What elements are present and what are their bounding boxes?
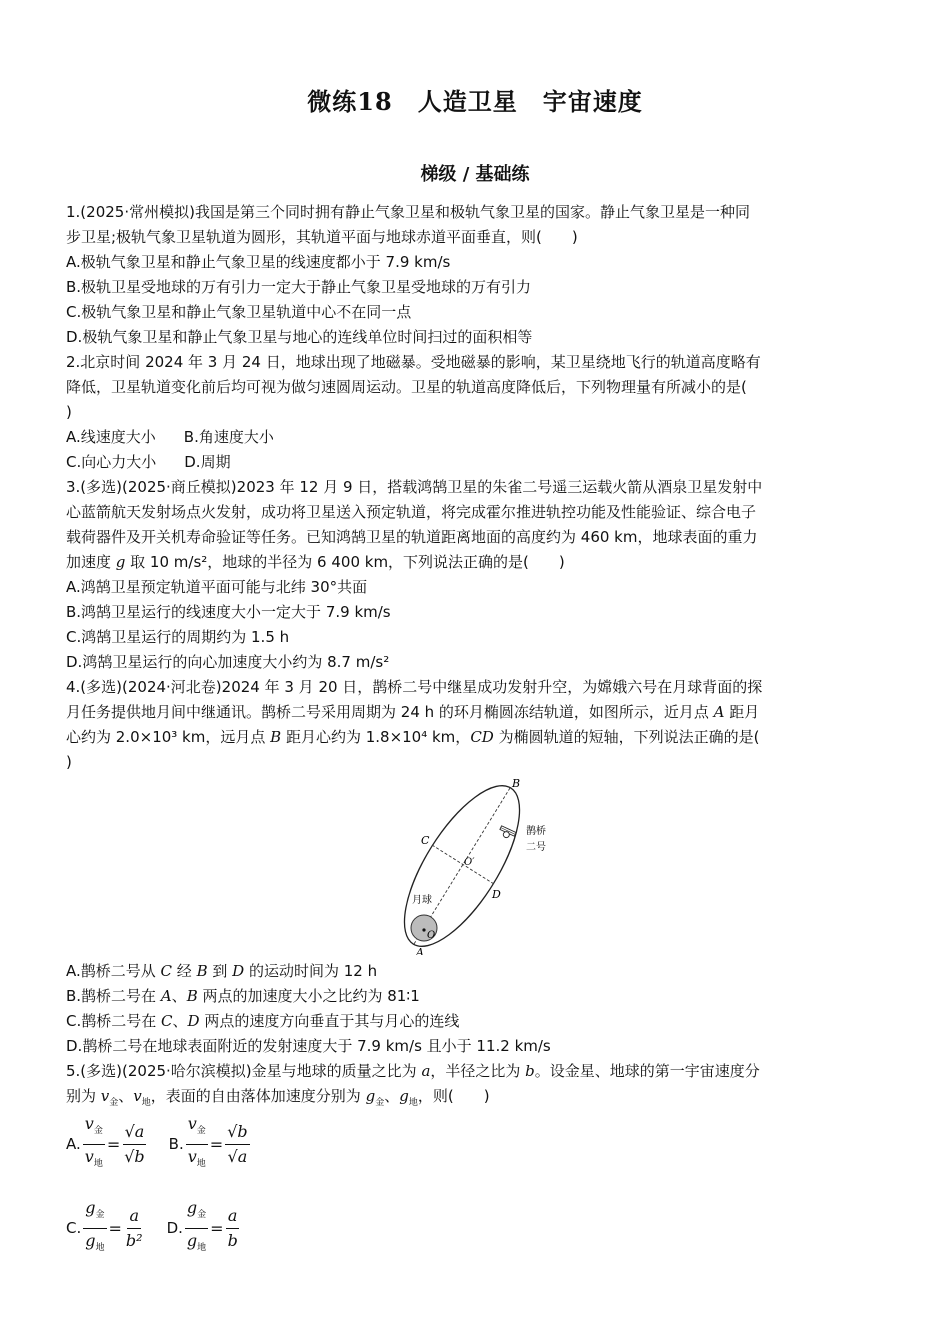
fraction: $\frac{g_金}{g_地}$ <box>85 1198 105 1253</box>
satellite-icon <box>498 826 516 841</box>
option-label: B. <box>168 1135 184 1153</box>
option-text: 、 <box>172 1012 188 1030</box>
stem-text: 取 10 m/s²，地球的半径为 6 400 km，下列说法正确的是( ) <box>125 553 565 571</box>
equals-sign: = <box>108 1218 122 1238</box>
var: A <box>160 987 172 1005</box>
question-stem: 心蓝箭航天发射场点火发射，成功将卫星送入预定轨道，将完成霍尔推进轨控功能及性能验证、综合电子 <box>66 503 757 521</box>
subscript: 金 <box>375 1098 385 1108</box>
stem-text: 月任务提供地月间中继通讯。鹊桥二号采用周期为 24 h 的环月椭圆冻结轨道，如图所示，近月点 <box>66 703 714 721</box>
label-b: B <box>512 777 521 790</box>
stem-text: 5.(多选)(2025·哈尔滨模拟)金星与地球的质量之比为 <box>66 1062 422 1080</box>
question-4 <box>66 675 878 1059</box>
question-list <box>66 200 878 1259</box>
question-stem <box>66 725 878 750</box>
section-heading: 梯级 / 基础练 <box>420 164 530 185</box>
label-o-prime: O′ <box>464 857 475 868</box>
option-b[interactable] <box>66 984 878 1009</box>
stem-text: 距月心约为 1.8×10⁴ km， <box>281 728 471 746</box>
stem-text: 、 <box>384 1087 400 1105</box>
question-stem: ) <box>66 753 72 771</box>
label-moon: 月球 <box>412 895 432 906</box>
option-d[interactable]: D.鸿鹄卫星运行的向心加速度大小约为 8.7 m/s² <box>66 653 390 671</box>
minor-axis <box>432 845 494 884</box>
option-text: 两点的速度方向垂直于其与月心的连线 <box>199 1012 460 1030</box>
option-text: 的运动时间为 12 h <box>244 962 378 980</box>
question-stem <box>66 1059 878 1084</box>
stem-text: ，表面的自由落体加速度分别为 <box>150 1087 366 1105</box>
option-d[interactable]: D.周期 <box>184 453 231 471</box>
orbit-diagram <box>402 775 562 955</box>
option-b[interactable]: B.极轨卫星受地球的万有引力一定大于静止气象卫星受地球的万有引力 <box>66 278 532 296</box>
orbit-figure <box>66 775 878 959</box>
option-text: B.鹊桥二号在 <box>66 987 161 1005</box>
option-a[interactable] <box>66 959 878 984</box>
question-stem <box>66 1084 878 1109</box>
question-stem: 载荷器件及开关机寿命验证等任务。已知鸿鹄卫星的轨道距离地面的高度约为 460 km，地球表面的重力 <box>66 528 758 546</box>
label-o: O <box>427 930 436 941</box>
option-text: 到 <box>207 962 233 980</box>
option-text: A.鹊桥二号从 <box>66 962 161 980</box>
question-5 <box>66 1059 878 1259</box>
stem-text: ，半径之比为 <box>430 1062 526 1080</box>
var: B <box>186 987 198 1005</box>
option-c[interactable] <box>66 1009 878 1034</box>
var-g: g <box>365 1087 376 1105</box>
fraction: $\frac{v_金}{v_地}$ <box>187 1114 206 1169</box>
stem-text: 、 <box>118 1087 134 1105</box>
question-3 <box>66 475 878 675</box>
option-label: A. <box>66 1135 81 1153</box>
var-a: a <box>421 1062 431 1080</box>
option-row <box>66 1113 878 1175</box>
fraction: $\frac{v_金}{v_地}$ <box>84 1114 103 1169</box>
stem-text: 加速度 <box>66 553 116 571</box>
question-stem: 2.北京时间 2024 年 3 月 24 日，地球出现了地磁暴。受地磁暴的影响，某卫星绕地飞行的轨道高度略有 <box>66 353 761 371</box>
option-a[interactable] <box>66 1114 147 1173</box>
moon-center-dot <box>422 928 425 931</box>
option-a[interactable]: A.线速度大小 <box>66 428 156 446</box>
stem-text: 为椭圆轨道的短轴，下列说法正确的是( <box>493 728 760 746</box>
option-row <box>66 425 878 450</box>
question-stem: 步卫星;极轨气象卫星轨道为圆形，其轨道平面与地球赤道平面垂直，则( ) <box>66 228 578 246</box>
option-c[interactable] <box>66 1198 145 1257</box>
label-satellite-line1: 鹊桥 <box>526 826 546 837</box>
option-text: 、 <box>171 987 187 1005</box>
var-g: g <box>115 553 126 571</box>
var: C <box>160 962 173 980</box>
option-b[interactable]: B.鸿鹄卫星运行的线速度大小一定大于 7.9 km/s <box>66 603 391 621</box>
var: C <box>161 1012 173 1030</box>
subscript: 地 <box>408 1098 418 1108</box>
stem-text: 别为 <box>66 1087 101 1105</box>
question-stem <box>66 700 878 725</box>
question-stem: 降低，卫星轨道变化前后均可视为做匀速圆周运动。卫星的轨道高度降低后，下列物理量有所减小的是( <box>66 378 747 396</box>
option-row <box>66 1197 878 1259</box>
question-stem <box>66 550 878 575</box>
page-title: 微练18 人造卫星 宇宙速度 <box>307 87 643 116</box>
option-d[interactable] <box>167 1198 240 1257</box>
fraction: $\frac{√a}{√b}$ <box>124 1121 145 1166</box>
option-label: D. <box>166 1219 183 1237</box>
option-c[interactable]: C.向心力大小 <box>66 453 157 471</box>
stem-text: ，则( ) <box>417 1087 490 1105</box>
question-2 <box>66 350 878 475</box>
question-stem: 4.(多选)(2024·河北卷)2024 年 3 月 20 日，鹊桥二号中继星成功发射升空，为嫦娥六号在月球背面的探 <box>66 678 763 696</box>
stem-text: 心约为 2.0×10³ km，远月点 <box>66 728 271 746</box>
subscript: 金 <box>109 1098 119 1108</box>
question-stem: 3.(多选)(2025·商丘模拟)2023 年 12 月 9 日，搭载鸿鹄卫星的朱雀二号遥三运载火箭从酒泉卫星发射中 <box>66 478 763 496</box>
option-text: 经 <box>172 962 197 980</box>
var-v: v <box>100 1087 110 1105</box>
label-c: C <box>421 834 430 847</box>
option-d[interactable]: D.极轨气象卫星和静止气象卫星与地心的连线单位时间扫过的面积相等 <box>66 328 533 346</box>
equals-sign: = <box>209 1134 224 1154</box>
option-label: C. <box>66 1219 82 1237</box>
var-b: b <box>525 1062 535 1080</box>
option-text: C.鹊桥二号在 <box>66 1012 162 1030</box>
stem-text: 。设金星、地球的第一宇宙速度分 <box>534 1062 760 1080</box>
var-v: v <box>133 1087 142 1105</box>
label-a: A <box>416 946 424 955</box>
fraction: $\frac{a}{b}$ <box>227 1205 238 1250</box>
equals-sign: = <box>210 1218 224 1238</box>
label-d: D <box>492 888 501 901</box>
fraction: $\frac{g_金}{g_地}$ <box>186 1198 207 1253</box>
fraction: $\frac{a}{\text{b²}}$ <box>125 1205 143 1250</box>
var-a-point: A <box>713 703 725 721</box>
stem-text: 距月 <box>724 703 760 721</box>
question-1 <box>66 200 878 350</box>
option-c[interactable]: C.极轨气象卫星和静止气象卫星轨道中心不在同一点 <box>66 303 412 321</box>
var-b-point: B <box>270 728 282 746</box>
question-stem: ) <box>66 403 72 421</box>
option-b[interactable]: B.角速度大小 <box>183 428 274 446</box>
question-stem: 1.(2025·常州模拟)我国是第三个同时拥有静止气象卫星和极轨气象卫星的国家。静止气象卫星是一种同 <box>66 203 750 221</box>
option-text: 两点的加速度大小之比约为 81∶1 <box>197 987 420 1005</box>
option-a[interactable]: A.鸿鹄卫星预定轨道平面可能与北纬 30°共面 <box>66 578 368 596</box>
option-d[interactable]: D.鹊桥二号在地球表面附近的发射速度大于 7.9 km/s 且小于 11.2 km/s <box>66 1037 551 1055</box>
option-row <box>66 450 878 475</box>
label-satellite-line2: 二号 <box>526 842 546 853</box>
var: B <box>196 962 208 980</box>
fraction: $\frac{√b}{√a}$ <box>227 1121 248 1166</box>
var-cd: CD <box>470 728 494 746</box>
var-g: g <box>399 1087 409 1105</box>
var: D <box>232 962 245 980</box>
subscript: 地 <box>141 1098 151 1108</box>
equals-sign: = <box>106 1134 121 1154</box>
option-c[interactable]: C.鸿鹄卫星运行的周期约为 1.5 h <box>66 628 290 646</box>
option-b[interactable] <box>169 1114 250 1173</box>
option-a[interactable]: A.极轨气象卫星和静止气象卫星的线速度都小于 7.9 km/s <box>66 253 451 271</box>
var: D <box>187 1012 200 1030</box>
